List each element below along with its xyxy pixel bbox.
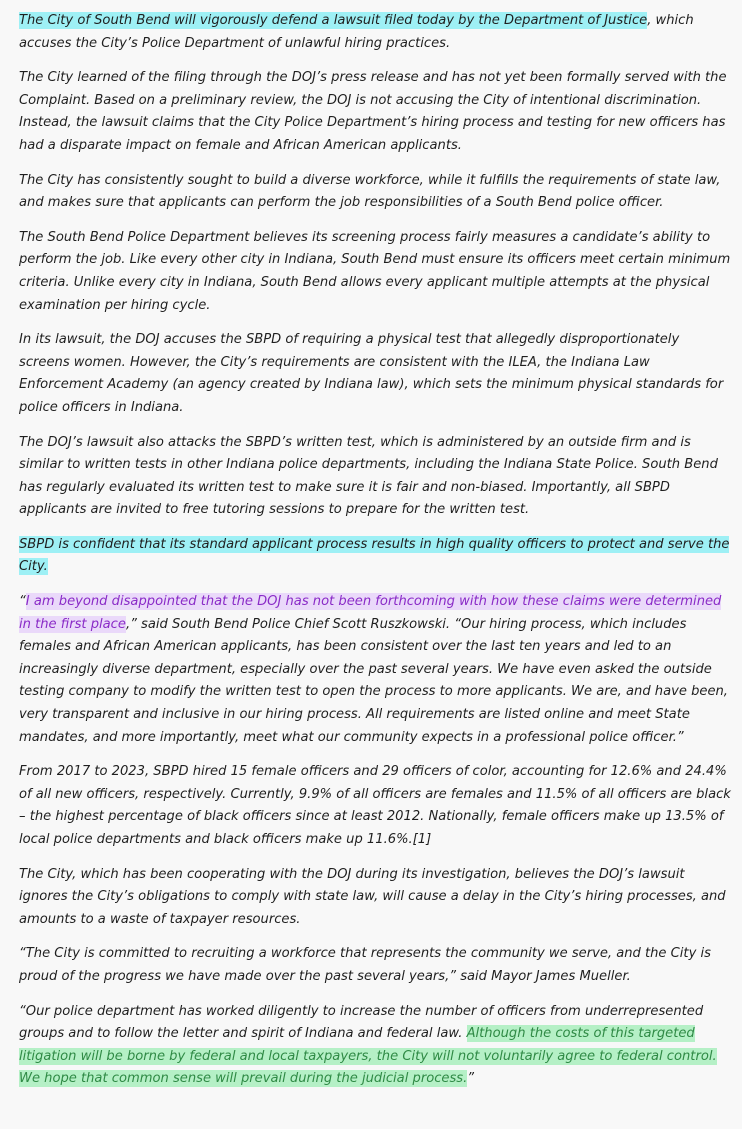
- highlight-cyan: SBPD is confident that its standard applicant process results in high quality officers to protect and serve the City.: [19, 536, 730, 575]
- paragraph-7: [19, 534, 732, 579]
- paragraph-12: [19, 1001, 732, 1091]
- paragraph-4: The South Bend Police Department believes its screening process fairly measures a candidate’s ability to perform the job. Like every other city in Indiana, South Bend must ensure its officers meet certain minimum criteria. Unlike every city in Indiana, South Bend allows every applicant multiple attempts at the physical examination per hiring cycle.: [19, 229, 731, 313]
- highlight-purple: I am beyond disappointed that the DOJ has not been forthcoming with how these claims were determined in the first place: [19, 594, 722, 632]
- paragraph-1: [19, 10, 732, 55]
- paragraph-text: , which accuses the City’s Police Department of unlawful hiring practices.: [19, 13, 694, 51]
- paragraph-text: ,” said South Bend Police Chief Scott Ruszkowski. “Our hiring process, which includes females and African American applicants, has been consistent over the last ten years and led to an increasingly diverse department, especially over the past several years. We have even asked the outside testing company to modify the written test to open the process to more applicants. We are, and have been, very transparent and inclusive in our hiring process. All requirements are listed online and meet State mandates, and more importantly, meet what our community expects in a professional police officer.”: [19, 616, 728, 745]
- highlight-green: Although the costs of this targeted litigation will be borne by federal and local taxpayers, the City will not voluntarily agree to federal control. We hope that common sense will prevail during the judicial process.: [19, 1026, 717, 1087]
- paragraph-8: [19, 591, 732, 749]
- paragraph-9: From 2017 to 2023, SBPD hired 15 female officers and 29 officers of color, accounting for 12.6% and 24.4% of all new officers, respectively. Currently, 9.9% of all officers are females and 11.5% of all officers are black – the highest percentage of black officers since at least 2012. Nationally, female officers make up 13.5% of local police departments and black officers make up 11.6%.[1]: [19, 764, 731, 847]
- paragraph-2: The City learned of the filing through the DOJ’s press release and has not yet been formally served with the Complaint. Based on a preliminary review, the DOJ is not accusing the City of intentional discrimination. Instead, the lawsuit claims that the City Police Department’s hiring process and testing for new officers has had a disparate impact on female and African American applicants.: [19, 70, 727, 153]
- paragraph-6: The DOJ’s lawsuit also attacks the SBPD’s written test, which is administered by an outside firm and is similar to written tests in other Indiana police departments, including the Indiana State Police. South Bend has regularly evaluated its written test to make sure it is fair and non-biased. Importantly, all SBPD applicants are invited to free tutoring sessions to prepare for the written test.: [19, 434, 718, 518]
- paragraph-3: The City has consistently sought to build a diverse workforce, while it fulfills the requirements of state law, and makes sure that applicants can perform the job responsibilities of a South Bend police officer.: [19, 172, 721, 211]
- highlight-cyan: The City of South Bend will vigorously defend a lawsuit filed today by the Department of Justice: [19, 13, 648, 28]
- paragraph-text: “Our police department has worked diligently to increase the number of officers from underrepresented groups and to follow the letter and spirit of Indiana and federal law.: [19, 1003, 704, 1042]
- paragraph-11: “The City is committed to recruiting a workforce that represents the community we serve, and the City is proud of the progress we have made over the past several years,” said Mayor James Mueller.: [19, 946, 711, 984]
- open-quote: “: [19, 594, 26, 610]
- paragraph-10: The City, which has been cooperating with the DOJ during its investigation, believes the DOJ’s lawsuit ignores the City’s obligations to comply with state law, will cause a delay in the City’s hiring processes, and amounts to a waste of taxpayer resources.: [19, 866, 726, 927]
- close-quote: ”: [467, 1071, 475, 1087]
- paragraph-5: In its lawsuit, the DOJ accuses the SBPD of requiring a physical test that allegedly disproportionately screens women. However, the City’s requirements are consistent with the ILEA, the Indiana Law Enforcement Academy (an agency created by Indiana law), which sets the minimum physical standards for police officers in Indiana.: [19, 332, 724, 415]
